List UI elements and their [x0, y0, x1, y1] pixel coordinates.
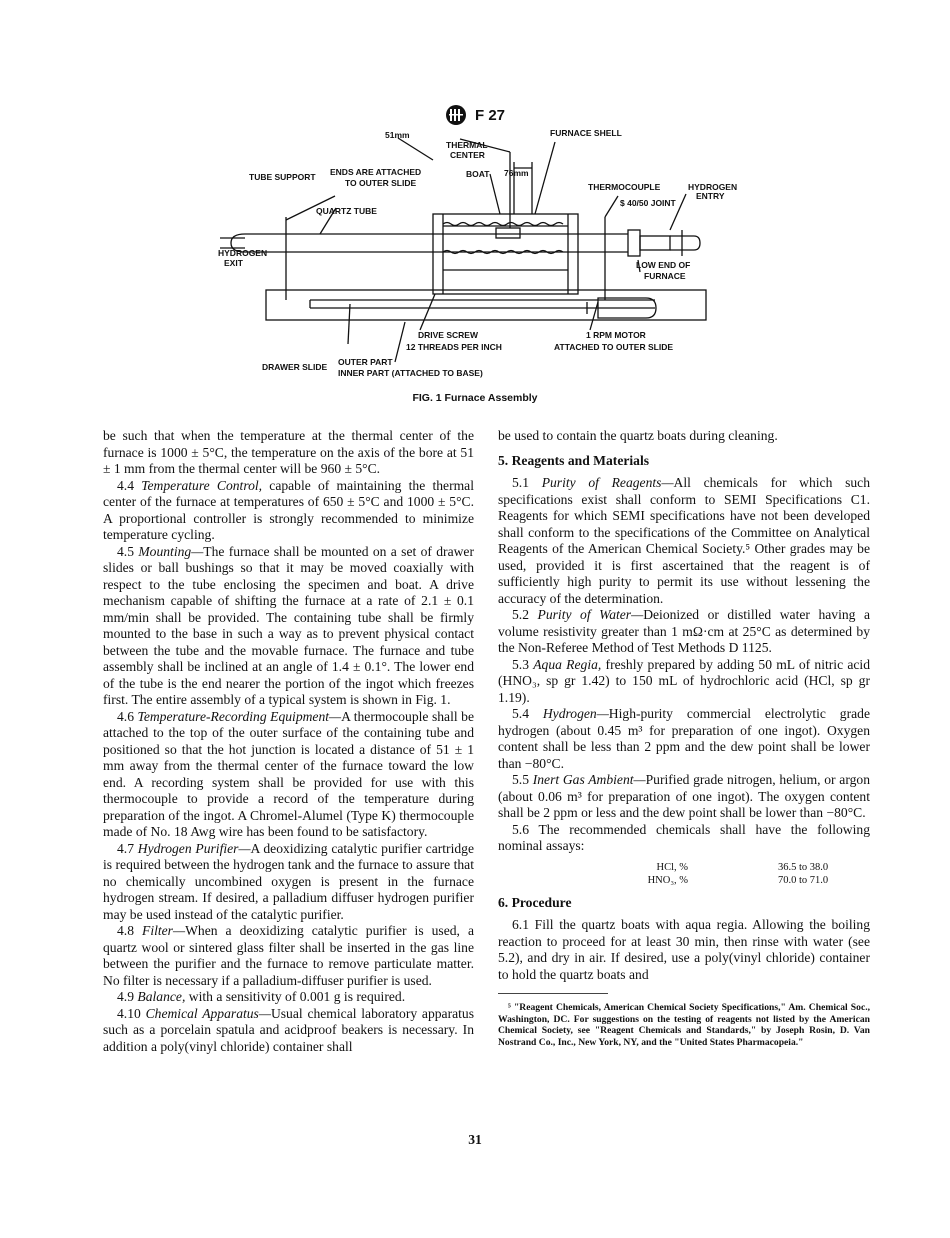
left-column — [103, 428, 474, 1055]
label-motor-2: ATTACHED TO OUTER SLIDE — [554, 342, 673, 352]
section-6-1: 6.1 Fill the quartz boats with aqua regia. Allowing the boiling reaction to proceed for at least 30 min, then rinse with water (see 5.2), and dry in air. If desired, use a poly(vinyl chloride) container to hold the quartz boats and — [498, 917, 870, 982]
label-outer-part: OUTER PART — [338, 357, 393, 367]
label-thermocouple: THERMOCOUPLE — [588, 182, 661, 192]
section-5-2: 5.2 Purity of Water—Deionized or distilled water having a volume resistivity greater than 1 mΩ·cm at 25°C as determined by the Non-Referee Method of Test Methods D 1125. — [498, 607, 870, 655]
page-number: 31 — [468, 1132, 482, 1147]
section-4-6: 4.6 Temperature-Recording Equipment—A thermocouple shall be attached to the top of the outer surface of the containing tube and positioned so that the hot junction is located a distance of 51 ± 1 mm away from the thermal center of the furnace toward the low end. A recording system shall be provided for use with this thermocouple to provide a record of the temperature during preparation of the ingot. A Chromel-Alumel (Type K) thermocouple made of No. 18 Awg wire has been found to be satisfactory. — [103, 708, 474, 839]
label-hydrogen-entry-1: HYDROGEN — [688, 182, 738, 192]
label-joint: $ 40/50 JOINT — [620, 198, 676, 208]
label-51mm: 51mm — [385, 130, 410, 140]
label-center: CENTER — [450, 150, 485, 160]
assay-row: HNO₃, % 70.0 to 71.0 — [647, 874, 829, 886]
footnote-rule — [498, 993, 608, 994]
label-inner-part: INNER PART (ATTACHED TO BASE) — [338, 368, 483, 378]
assay-table — [498, 861, 870, 887]
label-quartz-tube: QUARTZ TUBE — [316, 206, 377, 216]
label-boat: BOAT — [466, 169, 490, 179]
heading-reagents: 5. Reagents and Materials — [498, 452, 650, 468]
section-4-7: 4.7 Hydrogen Purifier—A deoxidizing catalytic purifier cartridge is required between the hydrogen tank and the furnace to assure that no chemically uncombined oxygen is present in the furnace hydrogen stream. If desired, a palladium diffuser hydrogen purifier may be used instead of the catalytic purifier. — [103, 840, 474, 922]
label-furnace-shell: FURNACE SHELL — [550, 128, 622, 138]
label-hydrogen-exit-2: EXIT — [224, 258, 243, 268]
figure-caption: FIG. 1 Furnace Assembly — [412, 392, 538, 404]
section-5-1: 5.1 Purity of Reagents—All chemicals for which such specifications exist shall conform to SEMI Specifications C1. Reagents for which SEMI specifications have not been developed shall conform to the specifications of the Committee on Analytical Reagents of the American Chemical Society.⁵ Other grades may be used, provided it is first ascertained that the reagent is of sufficiently high purity to permit its use without lessening the accuracy of the determination. — [498, 475, 870, 606]
label-76mm: 76mm — [504, 168, 529, 178]
label-low-end-1: LOW END OF — [636, 260, 691, 270]
section-4-5: 4.5 Mounting—The furnace shall be mounted on a set of drawer slides or ball bushings so that it may be moved coaxially with respect to the tube enclosing the specimen and boat. A drive mechanism capable of shifting the furnace at a rate of 2.1 ± 0.1 mm/min shall be provided. The containing tube shall be firmly mounted to the base in such a way as to prevent physical contact between the tube and the movable furnace. The furnace and tube assembly shall be inclined at an angle of 1.4 ± 0.1°. The lower end of the tube is the end nearer the portion of the ingot which freezes first. The entire assembly of a typical system is shown in Fig. 1. — [103, 543, 474, 707]
label-ends-2: TO OUTER SLIDE — [345, 178, 417, 188]
furnace-assembly-diagram — [200, 122, 760, 394]
label-thermal: THERMAL — [446, 140, 488, 150]
heading-procedure: 6. Procedure — [498, 894, 572, 910]
section-5-4: 5.4 Hydrogen—High-purity commercial electrolytic grade hydrogen (about 0.45 m³ for preparation of one ingot). Oxygen content shall be less than 2 ppm and the dew point shall be lower than −80°C. — [498, 706, 870, 771]
label-drawer-slide: DRAWER SLIDE — [262, 362, 328, 372]
standard-number: F 27 — [474, 106, 505, 124]
section-5-5: 5.5 Inert Gas Ambient—Purified grade nitrogen, helium, or argon (about 0.06 m³ for preparation of one ingot). The oxygen content shall be 2 ppm or less and the dew point shall be lower than −80°C. — [498, 772, 870, 820]
section-4-9: 4.9 Balance, with a sensitivity of 0.001 g is required. — [117, 989, 406, 1004]
label-hydrogen-exit-1: HYDROGEN — [218, 248, 268, 258]
section-4-10: 4.10 Chemical Apparatus—Usual chemical laboratory apparatus such as a porcelain spatula and acidproof beakers is necessary. In addition a poly(vinyl chloride) container shall — [103, 1005, 475, 1054]
label-ends-1: ENDS ARE ATTACHED — [330, 167, 422, 177]
label-hydrogen-entry-2: ENTRY — [696, 191, 725, 201]
label-drive-screw: DRIVE SCREW — [418, 330, 478, 340]
paragraph-continued: be such that when the temperature at the thermal center of the furnace is 1000 ± 5°C, the temperature on the axis of the bore at 51 ± 1 mm from the thermal center will be 960 ± 5°C. — [103, 428, 474, 476]
section-5-3: 5.3 Aqua Regia, freshly prepared by adding 50 mL of nitric acid (HNO₃, sp gr 1.42) to 150 mL of hydrochloric acid (HCl, sp gr 1.19). — [498, 656, 870, 705]
section-4-4: 4.4 Temperature Control, capable of maintaining the thermal center of the furnace at temperatures of 650 ± 5°C and 1000 ± 5°C. A proportional controller is strongly recommended to minimize temperature cycling. — [103, 477, 474, 542]
right-column — [498, 428, 870, 1048]
label-low-end-2: FURNACE — [644, 271, 686, 281]
section-5-6: 5.6 The recommended chemicals shall have the following nominal assays: — [498, 821, 870, 853]
paragraph-continued: be used to contain the quartz boats during cleaning. — [498, 428, 778, 443]
label-motor-1: 1 RPM MOTOR — [586, 330, 646, 340]
assay-row: HCl, % 36.5 to 38.0 — [656, 861, 829, 873]
label-threads: 12 THREADS PER INCH — [406, 342, 502, 352]
label-tube-support: TUBE SUPPORT — [249, 172, 316, 182]
section-4-8: 4.8 Filter—When a deoxidizing catalytic purifier is used, a quartz wool or sintered glass filter shall be inserted in the gas line between the purifier and the furnace to remove particulate matter. No filter is necessary if a palladium-diffuser purifier is used. — [103, 923, 474, 988]
footnote: ⁵ "Reagent Chemicals, American Chemical Society Specifications," Am. Chemical Soc., Washington, DC. For suggestions on the testing of reagents not listed by the American Chemical Society, see "Reagent Chemicals and Standards," by Joseph Rosin, D. Van Nostrand Co., Inc., New York, NY, and the "United States Pharmacopeia." — [498, 1002, 870, 1048]
